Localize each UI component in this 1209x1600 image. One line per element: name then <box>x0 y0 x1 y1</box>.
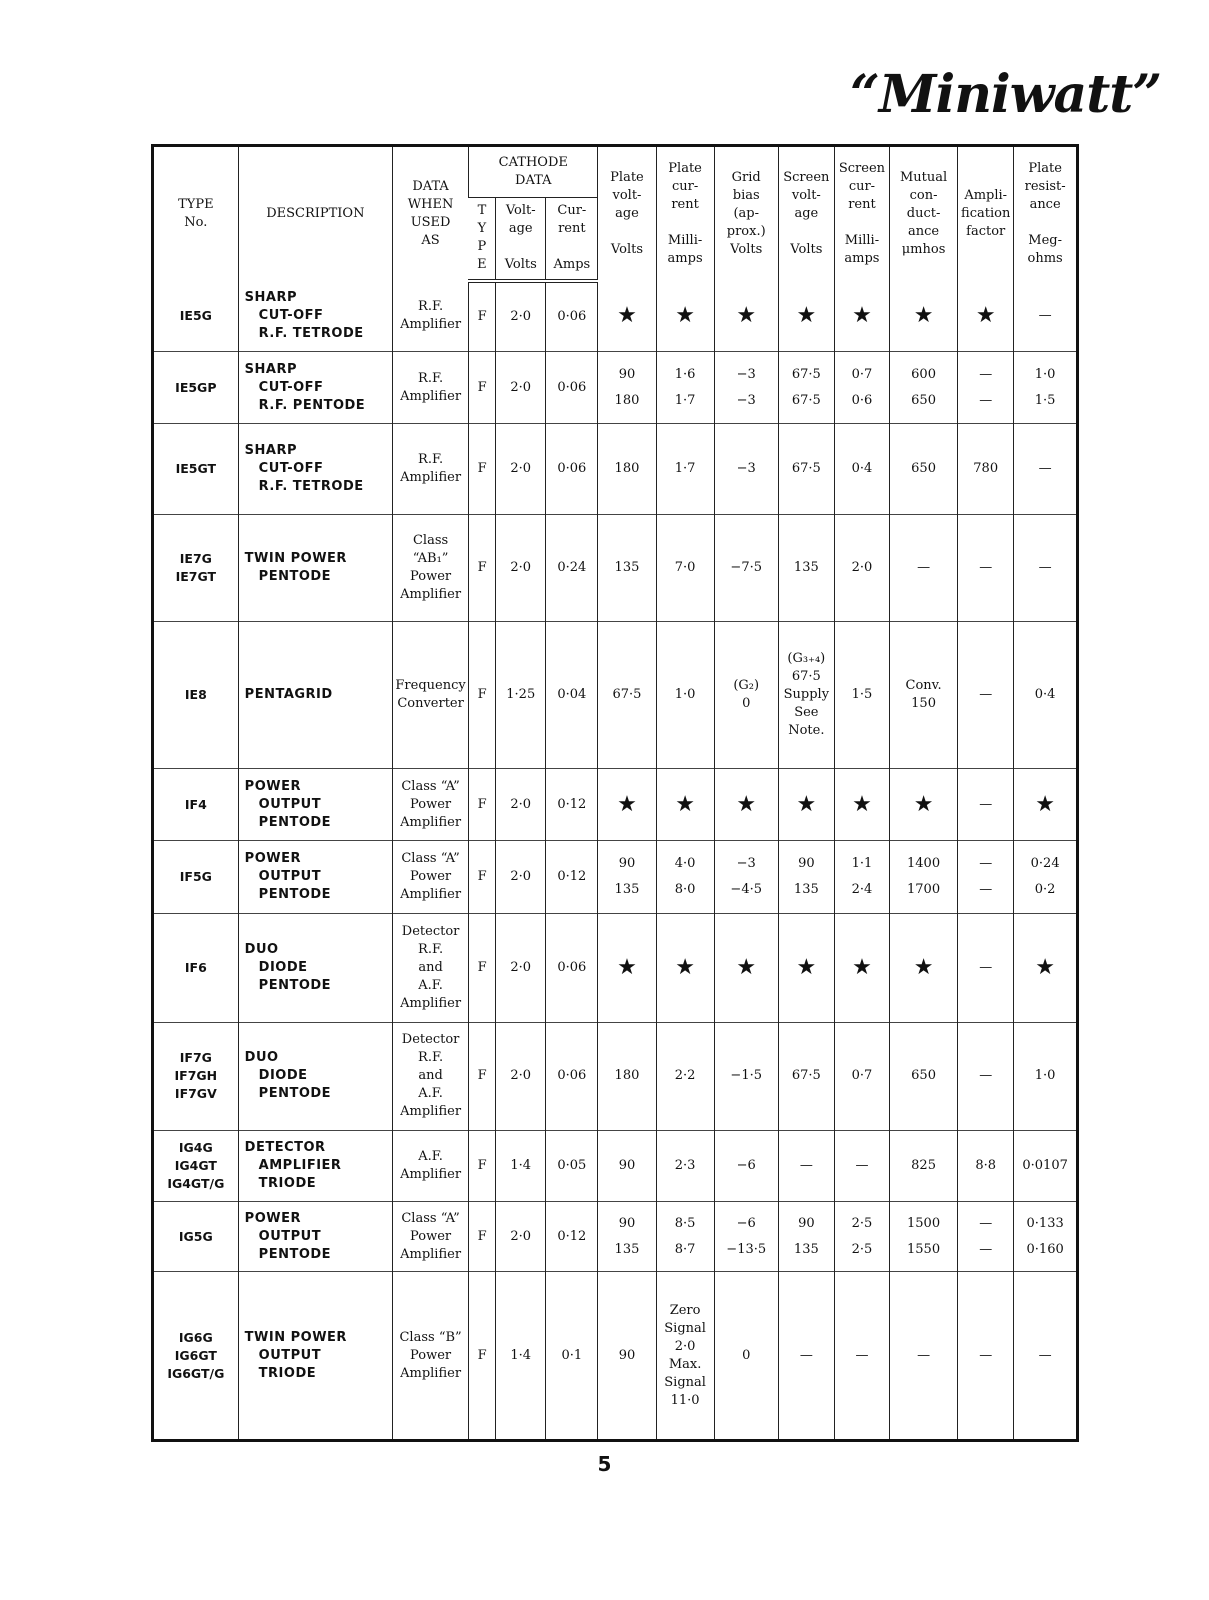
description-line: CUT-OFF <box>258 307 324 323</box>
amplification-factor: — <box>958 621 1014 768</box>
data-when-used: Class “AB₁” Power Amplifier <box>393 515 469 622</box>
cathode-type: F <box>469 1022 496 1131</box>
amplification-factor: — <box>958 1272 1014 1439</box>
plate-current: 1·7 <box>656 424 714 515</box>
description <box>238 768 392 841</box>
cathode-voltage: 1·25 <box>496 621 546 768</box>
plate-voltage: ★ <box>598 913 656 1022</box>
plate-resistance <box>1014 841 1076 914</box>
screen-current: ★ <box>834 768 889 841</box>
header-screen-current: Screen cur- rent Milli- amps <box>834 147 889 281</box>
plate-current-value: 4·0 <box>674 856 696 872</box>
plate-voltage-value: 90 <box>618 856 636 872</box>
mutual-conductance: ★ <box>890 281 958 351</box>
screen-current: 0·7 <box>834 1022 889 1131</box>
plate-current <box>656 1201 714 1271</box>
cathode-current: 0·1 <box>546 1272 598 1439</box>
plate-voltage <box>598 1201 656 1271</box>
plate-current <box>656 351 714 424</box>
table-row <box>154 768 1076 841</box>
table-row <box>154 913 1076 1022</box>
cathode-current: 0·12 <box>546 1201 598 1271</box>
header-plate-voltage: Plate volt- age Volts <box>598 147 656 281</box>
grid-bias: −7·5 <box>714 515 778 622</box>
plate-voltage <box>598 841 656 914</box>
plate-resistance-value: 1·5 <box>1034 392 1056 408</box>
description-line: CUT-OFF <box>258 379 324 395</box>
mutual-conductance <box>890 1201 958 1271</box>
description-line: R.F. TETRODE <box>258 325 364 341</box>
description-line: TWIN POWER <box>244 550 347 566</box>
header-plate-current: Plate cur- rent Milli- amps <box>656 147 714 281</box>
description-line: PENTAGRID <box>244 686 333 702</box>
cathode-current: 0·06 <box>546 424 598 515</box>
type-number: IF7G IF7GH IF7GV <box>174 1050 218 1102</box>
plate-resistance: — <box>1014 281 1076 351</box>
description-line: R.F. TETRODE <box>258 479 364 495</box>
header-amplification-factor: Ampli- fication factor <box>958 147 1014 281</box>
header-mutual-conductance: Mutual con- duct- ance μmhos <box>890 147 958 281</box>
description-line: POWER <box>244 851 301 867</box>
type-number: IG5G <box>178 1228 213 1244</box>
mutual-conductance: ★ <box>890 913 958 1022</box>
screen-voltage: ★ <box>778 913 834 1022</box>
screen-voltage: ★ <box>778 281 834 351</box>
description-line: PENTODE <box>258 1086 332 1102</box>
mutual-conductance <box>890 841 958 914</box>
description-line: OUTPUT <box>258 796 322 812</box>
screen-voltage <box>778 351 834 424</box>
plate-resistance-value: 0·133 <box>1026 1215 1064 1231</box>
header-cathode-data: CATHODE DATA <box>469 147 598 197</box>
screen-current: 2·0 <box>834 515 889 622</box>
description-line: TRIODE <box>258 1176 317 1192</box>
plate-current: 2·3 <box>656 1131 714 1201</box>
table-row <box>154 1272 1076 1439</box>
mutual-conductance-value: 600 <box>911 366 936 382</box>
plate-current: 2·2 <box>656 1022 714 1131</box>
plate-voltage: 180 <box>598 424 656 515</box>
table-row <box>154 424 1076 515</box>
description <box>238 515 392 622</box>
screen-current: — <box>834 1131 889 1201</box>
grid-bias: −3 <box>714 424 778 515</box>
amplification-factor: — <box>958 515 1014 622</box>
data-when-used: R.F. Amplifier <box>393 281 469 351</box>
amplification-factor-value: — <box>979 1215 993 1231</box>
screen-current: 0·4 <box>834 424 889 515</box>
screen-voltage: ★ <box>778 768 834 841</box>
cathode-voltage: 2·0 <box>496 351 546 424</box>
cathode-type: F <box>469 913 496 1022</box>
table-row <box>154 1131 1076 1201</box>
cathode-voltage: 2·0 <box>496 424 546 515</box>
header-type: TYPE No. <box>178 197 214 230</box>
cathode-voltage: 2·0 <box>496 515 546 622</box>
cathode-voltage: 2·0 <box>496 768 546 841</box>
cathode-voltage: 1·4 <box>496 1131 546 1201</box>
grid-bias: ★ <box>714 768 778 841</box>
data-when-used: Detector R.F. and A.F. Amplifier <box>393 913 469 1022</box>
plate-current: ★ <box>656 281 714 351</box>
mutual-conductance-value: 1500 <box>907 1215 941 1231</box>
table-row <box>154 1022 1076 1131</box>
data-when-used: R.F. Amplifier <box>393 351 469 424</box>
type-number: IF4 <box>184 796 207 812</box>
mutual-conductance: — <box>890 515 958 622</box>
cathode-type: F <box>469 841 496 914</box>
description <box>238 351 392 424</box>
description-line: DUO <box>244 941 279 957</box>
description-line: PENTODE <box>258 887 332 903</box>
header-cathode-voltage: Volt- age Volts <box>496 197 546 281</box>
plate-current-value: 8·7 <box>674 1241 696 1257</box>
data-when-used: A.F. Amplifier <box>393 1131 469 1201</box>
screen-voltage: 67·5 <box>778 424 834 515</box>
grid-bias-value: −13·5 <box>726 1241 767 1257</box>
screen-voltage: — <box>778 1131 834 1201</box>
grid-bias-value: −3 <box>736 856 756 872</box>
table-row <box>154 351 1076 424</box>
amplification-factor-value: — <box>979 392 993 408</box>
type-number: IF6 <box>184 959 207 975</box>
grid-bias: −1·5 <box>714 1022 778 1131</box>
cathode-voltage: 2·0 <box>496 281 546 351</box>
description <box>238 1131 392 1201</box>
plate-resistance-value: 1·0 <box>1034 366 1056 382</box>
screen-current-value: 2·5 <box>851 1215 873 1231</box>
screen-voltage-value: 67·5 <box>791 366 821 382</box>
grid-bias-value: −3 <box>736 392 756 408</box>
type-number: IG6G IG6GT IG6GT/G <box>167 1329 225 1381</box>
description-line: PENTODE <box>258 1246 332 1262</box>
mutual-conductance: 825 <box>890 1131 958 1201</box>
cathode-type: F <box>469 1272 496 1439</box>
screen-voltage: 67·5 <box>778 1022 834 1131</box>
description-line: OUTPUT <box>258 1228 322 1244</box>
amplification-factor: — <box>958 1022 1014 1131</box>
screen-current-value: 2·4 <box>851 882 873 898</box>
cathode-type: F <box>469 621 496 768</box>
plate-current-value: 1·7 <box>674 392 696 408</box>
cathode-type: F <box>469 351 496 424</box>
plate-resistance <box>1014 1201 1076 1271</box>
cathode-type: F <box>469 1201 496 1271</box>
header-description: DESCRIPTION <box>238 147 392 281</box>
screen-voltage: — <box>778 1272 834 1439</box>
amplification-factor-value: — <box>979 366 993 382</box>
screen-current-value: 0·7 <box>851 366 873 382</box>
type-number: IE8 <box>184 686 207 702</box>
plate-current: ★ <box>656 913 714 1022</box>
valve-data-table <box>154 147 1076 1439</box>
screen-voltage <box>778 841 834 914</box>
type-number: IE5GT <box>175 461 217 477</box>
table-row <box>154 281 1076 351</box>
description-line: PENTODE <box>258 977 332 993</box>
screen-voltage <box>778 1201 834 1271</box>
description-line: CUT-OFF <box>258 461 324 477</box>
screen-voltage-value: 67·5 <box>791 392 821 408</box>
header-screen-voltage: Screen volt- age Volts <box>778 147 834 281</box>
plate-current: 7·0 <box>656 515 714 622</box>
plate-voltage: ★ <box>598 281 656 351</box>
cathode-current: 0·06 <box>546 351 598 424</box>
plate-current: ★ <box>656 768 714 841</box>
cathode-type: F <box>469 515 496 622</box>
description-line: SHARP <box>244 361 298 377</box>
grid-bias <box>714 841 778 914</box>
description <box>238 1022 392 1131</box>
mutual-conductance-value: 650 <box>911 392 936 408</box>
brand-name: “Miniwatt” <box>850 64 1162 125</box>
data-when-used: Class “A” Power Amplifier <box>393 1201 469 1271</box>
type-number: IE5G <box>179 307 212 323</box>
cathode-current: 0·06 <box>546 281 598 351</box>
mutual-conductance: — <box>890 1272 958 1439</box>
description <box>238 621 392 768</box>
page-number: 5 <box>597 1452 612 1476</box>
cathode-type: F <box>469 1131 496 1201</box>
type-number: IF5G <box>179 869 212 885</box>
screen-current: ★ <box>834 281 889 351</box>
screen-current-value: 0·6 <box>851 392 873 408</box>
mutual-conductance: 650 <box>890 1022 958 1131</box>
cathode-voltage: 2·0 <box>496 1201 546 1271</box>
grid-bias: ★ <box>714 281 778 351</box>
mutual-conductance-value: 1700 <box>907 882 941 898</box>
screen-current <box>834 351 889 424</box>
table-row <box>154 621 1076 768</box>
description-line: AMPLIFIER <box>258 1158 342 1174</box>
header-cathode-current: Cur- rent Amps <box>546 197 598 281</box>
description-line: PENTODE <box>258 568 332 584</box>
cathode-type: F <box>469 424 496 515</box>
plate-resistance: — <box>1014 1272 1076 1439</box>
grid-bias: ★ <box>714 913 778 1022</box>
cathode-current: 0·06 <box>546 913 598 1022</box>
header-plate-resistance: Plate resist- ance Meg- ohms <box>1014 147 1076 281</box>
data-when-used: Detector R.F. and A.F. Amplifier <box>393 1022 469 1131</box>
amplification-factor <box>958 841 1014 914</box>
mutual-conductance <box>890 351 958 424</box>
amplification-factor-value: — <box>979 856 993 872</box>
table-row <box>154 841 1076 914</box>
header-type-letter: T Y P E <box>469 197 496 281</box>
amplification-factor <box>958 1201 1014 1271</box>
screen-voltage: (G₃₊₄) 67·5 Supply See Note. <box>778 621 834 768</box>
table-row <box>154 515 1076 622</box>
amplification-factor: ★ <box>958 281 1014 351</box>
grid-bias <box>714 1201 778 1271</box>
grid-bias-value: −6 <box>736 1215 756 1231</box>
screen-current: 1·5 <box>834 621 889 768</box>
plate-voltage: 90 <box>598 1131 656 1201</box>
plate-voltage: 67·5 <box>598 621 656 768</box>
amplification-factor-value: — <box>979 1241 993 1257</box>
mutual-conductance-value: 1400 <box>907 856 941 872</box>
description-line: PENTODE <box>258 814 332 830</box>
plate-resistance-value: 0·2 <box>1034 882 1056 898</box>
plate-resistance <box>1014 351 1076 424</box>
description <box>238 1272 392 1439</box>
plate-resistance: — <box>1014 424 1076 515</box>
description-line: POWER <box>244 1210 301 1226</box>
description-line: POWER <box>244 778 301 794</box>
plate-resistance: 0·4 <box>1014 621 1076 768</box>
plate-voltage-value: 135 <box>614 882 640 898</box>
cathode-voltage: 2·0 <box>496 841 546 914</box>
cathode-current: 0·06 <box>546 1022 598 1131</box>
plate-resistance-value: 0·24 <box>1030 856 1060 872</box>
grid-bias: (G₂) 0 <box>714 621 778 768</box>
screen-current <box>834 841 889 914</box>
cathode-current: 0·05 <box>546 1131 598 1201</box>
plate-resistance: 0·0107 <box>1014 1131 1076 1201</box>
cathode-type: F <box>469 768 496 841</box>
cathode-current: 0·12 <box>546 768 598 841</box>
data-when-used: Class “A” Power Amplifier <box>393 841 469 914</box>
description-line: DIODE <box>258 1068 308 1084</box>
plate-resistance: — <box>1014 515 1076 622</box>
plate-voltage: 180 <box>598 1022 656 1131</box>
cathode-current: 0·12 <box>546 841 598 914</box>
cathode-current: 0·04 <box>546 621 598 768</box>
description-line: TWIN POWER <box>244 1329 347 1345</box>
grid-bias <box>714 351 778 424</box>
screen-voltage-value: 90 <box>798 1215 815 1231</box>
description-line: OUTPUT <box>258 1347 322 1363</box>
description <box>238 841 392 914</box>
description-line: DUO <box>244 1050 279 1066</box>
description-line: TRIODE <box>258 1365 317 1381</box>
plate-current-value: 8·0 <box>674 882 696 898</box>
mutual-conductance: Conv. 150 <box>890 621 958 768</box>
description-line: R.F. PENTODE <box>258 397 366 413</box>
plate-current-value: 8·5 <box>674 1215 696 1231</box>
screen-current: — <box>834 1272 889 1439</box>
screen-voltage-value: 90 <box>798 856 815 872</box>
screen-current <box>834 1201 889 1271</box>
screen-current-value: 2·5 <box>851 1241 873 1257</box>
amplification-factor: 8·8 <box>958 1131 1014 1201</box>
amplification-factor: — <box>958 913 1014 1022</box>
cathode-type: F <box>469 281 496 351</box>
grid-bias-value: −4·5 <box>730 882 762 898</box>
grid-bias: 0 <box>714 1272 778 1439</box>
type-number: IG4G IG4GT IG4GT/G <box>167 1140 225 1192</box>
data-when-used: Frequency Converter <box>393 621 469 768</box>
type-number: IE5GP <box>175 379 217 395</box>
plate-voltage: 90 <box>598 1272 656 1439</box>
table-row <box>154 1201 1076 1271</box>
plate-voltage-value: 90 <box>618 366 636 382</box>
plate-resistance: 1·0 <box>1014 1022 1076 1131</box>
description <box>238 281 392 351</box>
plate-current-value: 1·6 <box>674 366 696 382</box>
plate-current <box>656 841 714 914</box>
description-line: OUTPUT <box>258 869 322 885</box>
description-line: SHARP <box>244 443 298 459</box>
header-data-when-used: DATA WHEN USED AS <box>393 147 469 281</box>
screen-current-value: 1·1 <box>851 856 873 872</box>
amplification-factor: — <box>958 768 1014 841</box>
amplification-factor <box>958 351 1014 424</box>
plate-voltage-value: 90 <box>618 1215 636 1231</box>
mutual-conductance: ★ <box>890 768 958 841</box>
plate-voltage-value: 180 <box>614 392 640 408</box>
amplification-factor: 780 <box>958 424 1014 515</box>
plate-voltage-value: 135 <box>614 1241 640 1257</box>
screen-current: ★ <box>834 913 889 1022</box>
cathode-voltage: 1·4 <box>496 1272 546 1439</box>
screen-voltage: 135 <box>778 515 834 622</box>
plate-voltage <box>598 351 656 424</box>
screen-voltage-value: 135 <box>793 1241 819 1257</box>
type-number: IE7G IE7GT <box>175 550 217 584</box>
data-when-used: R.F. Amplifier <box>393 424 469 515</box>
description <box>238 1201 392 1271</box>
data-when-used: Class “B” Power Amplifier <box>393 1272 469 1439</box>
grid-bias: −6 <box>714 1131 778 1201</box>
plate-voltage: ★ <box>598 768 656 841</box>
mutual-conductance: 650 <box>890 424 958 515</box>
plate-voltage: 135 <box>598 515 656 622</box>
description <box>238 913 392 1022</box>
plate-resistance: ★ <box>1014 768 1076 841</box>
screen-voltage-value: 135 <box>793 882 819 898</box>
description-line: DIODE <box>258 959 308 975</box>
valve-data-table-frame <box>151 144 1079 1442</box>
grid-bias-value: −3 <box>736 366 756 382</box>
brand-logo <box>850 60 1162 130</box>
cathode-current: 0·24 <box>546 515 598 622</box>
description-line: SHARP <box>244 289 298 305</box>
plate-resistance: ★ <box>1014 913 1076 1022</box>
amplification-factor-value: — <box>979 882 993 898</box>
plate-current: Zero Signal 2·0 Max. Signal 11·0 <box>656 1272 714 1439</box>
mutual-conductance-value: 1550 <box>907 1241 941 1257</box>
header-grid-bias: Grid bias (ap- prox.) Volts <box>714 147 778 281</box>
table-body <box>154 281 1076 1439</box>
cathode-voltage: 2·0 <box>496 1022 546 1131</box>
description-line: DETECTOR <box>244 1140 326 1156</box>
cathode-voltage: 2·0 <box>496 913 546 1022</box>
plate-resistance-value: 0·160 <box>1026 1241 1064 1257</box>
plate-current: 1·0 <box>656 621 714 768</box>
description <box>238 424 392 515</box>
data-when-used: Class “A” Power Amplifier <box>393 768 469 841</box>
